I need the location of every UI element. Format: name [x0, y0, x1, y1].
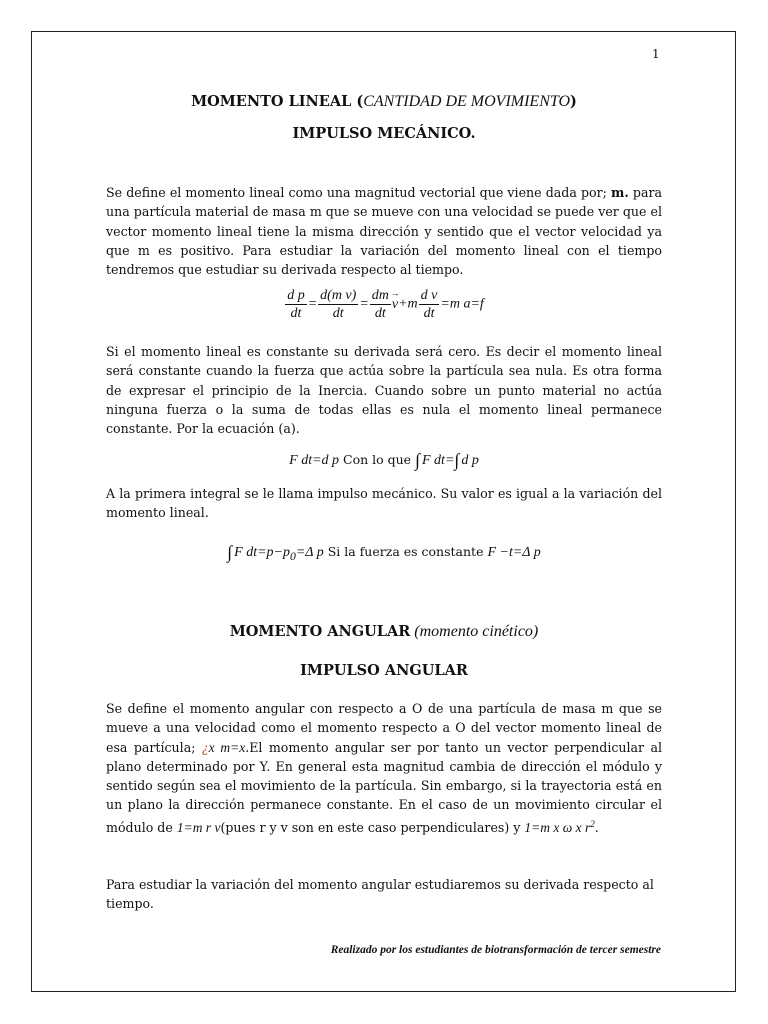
- s2p1-eq3: 1=m x ω x r: [524, 819, 591, 835]
- eq1-f3-num: dm: [371, 288, 389, 303]
- s2p1-end: .: [594, 819, 599, 835]
- p1-rest: para una partícula material de masa m que se mueve con una velocidad se puede ver que el vector momento lineal tiene la misma dirección y sentido que el vector velocidad ya que m es positivo. Para estudiar la variación del momento lineal con el tiempo tendremos que estudiar su derivada respecto al tiempo.: [106, 185, 662, 278]
- section1-title-italic: CANTIDAD DE MOVIMIENTO: [363, 93, 571, 110]
- s2p1-a: Se define el momento angular con respecto a O de una partícula de masa m que se mueve a una velocidad como el momento respecto a O del vector momento lineal de esa partícula;: [106, 701, 662, 755]
- eq1-equals-b: =: [359, 296, 369, 312]
- s2p1-sup: 2: [590, 818, 595, 829]
- eq3-text: Si la fuerza es constante: [323, 544, 488, 559]
- eq3-left-tail: =Δ p: [295, 545, 324, 560]
- integral-sign-icon: ∫: [454, 450, 460, 470]
- section2-title-italic: (momento cinético): [410, 623, 539, 640]
- section1-title-close: ): [570, 93, 577, 110]
- eq1-tail: =m a=f: [440, 296, 484, 312]
- section1-title-open: (: [351, 93, 364, 110]
- eq1-fraction-2: [318, 287, 358, 322]
- eq2-text: Con lo que: [339, 452, 416, 467]
- integral-sign-icon: ∫: [415, 450, 420, 470]
- eq1-fraction-4: [419, 287, 440, 322]
- eq3-right: F −t=Δ p: [487, 545, 541, 560]
- eq1-fraction-3: [370, 287, 391, 322]
- section2-title-bold: MOMENTO ANGULAR: [229, 623, 411, 640]
- equation-derivative-momentum: [0, 287, 768, 322]
- eq2-right: F dt=: [422, 453, 455, 468]
- eq1-f4-den: dt: [423, 306, 435, 321]
- eq1-v: → v: [392, 297, 398, 313]
- eq3-sub0: 0: [290, 549, 296, 563]
- eq1-f2-num: d(m v): [320, 288, 357, 303]
- section1-paragraph-3: A la primera integral se le llama impulso mecánico. Su valor es igual a la variación del momento lineal.: [106, 486, 662, 521]
- s2p1-mark: ¿: [201, 739, 209, 755]
- page-number: 1: [652, 47, 660, 61]
- section1-paragraph-1: [106, 183, 662, 279]
- eq1-f1-num: d p: [287, 288, 305, 303]
- section2-title: [0, 623, 768, 641]
- s2p1-c: (pues r y v son en este caso perpendiculares) y: [220, 819, 525, 835]
- p1-bold: m.: [611, 185, 629, 200]
- section2-subtitle: IMPULSO ANGULAR: [300, 662, 468, 679]
- section2-paragraph-1: [106, 699, 662, 837]
- eq1-f3-den: dt: [374, 306, 386, 321]
- eq1-plus-m: +m: [398, 296, 418, 312]
- section1-title: [0, 93, 768, 111]
- equation-impulse: [0, 450, 768, 471]
- eq1-f1-den: dt: [290, 306, 302, 321]
- equation-impulse-variation: [0, 542, 768, 563]
- section1-title-bold: MOMENTO LINEAL: [191, 93, 352, 110]
- section1-subtitle: IMPULSO MECÁNICO.: [292, 125, 476, 142]
- s2p1-b: .El momento angular ser por tanto un vector perpendicular al plano determinado por Y. En general esta magnitud cambia de dirección el módulo y sentido según sea el movimiento de la partícula. Sin embargo, si la trayectoria está en un plano la dirección permanece constante. En el caso de un movimiento circular el módulo de: [106, 739, 663, 835]
- s2p1-eq2: 1=m r v: [176, 819, 221, 835]
- eq1-f2-den: dt: [332, 306, 344, 321]
- eq2-right2: d p: [461, 453, 479, 468]
- eq2-left: F dt=d p: [289, 453, 340, 468]
- section2-paragraph-2: Para estudiar la variación del momento angular estudiaremos su derivada respecto al tiempo.: [106, 877, 654, 912]
- p1-text: Se define el momento lineal como una magnitud vectorial que viene dada por;: [106, 185, 612, 200]
- eq1-fraction-1: [285, 287, 307, 322]
- footer-credit: Realizado por los estudiantes de biotransformación de tercer semestre: [330, 944, 661, 956]
- section1-paragraph-2: Si el momento lineal es constante su derivada será cero. Es decir el momento lineal será constante cuando la fuerza que actúa sobre la partícula sea nula. Es otra forma de expresar el principio de la Inercia. Cuando sobre un punto material no actúa ninguna fuerza o la suma de todas ellas es nula el momento lineal permanece constante. Por la ecuación (a).: [106, 344, 662, 437]
- s2p1-eq: x m=x: [208, 739, 246, 755]
- eq1-f4-num: d v: [420, 288, 438, 303]
- integral-sign-icon: ∫: [227, 542, 233, 562]
- eq1-equals-a: =: [307, 296, 318, 312]
- eq3-left: F dt=p−p: [234, 545, 290, 560]
